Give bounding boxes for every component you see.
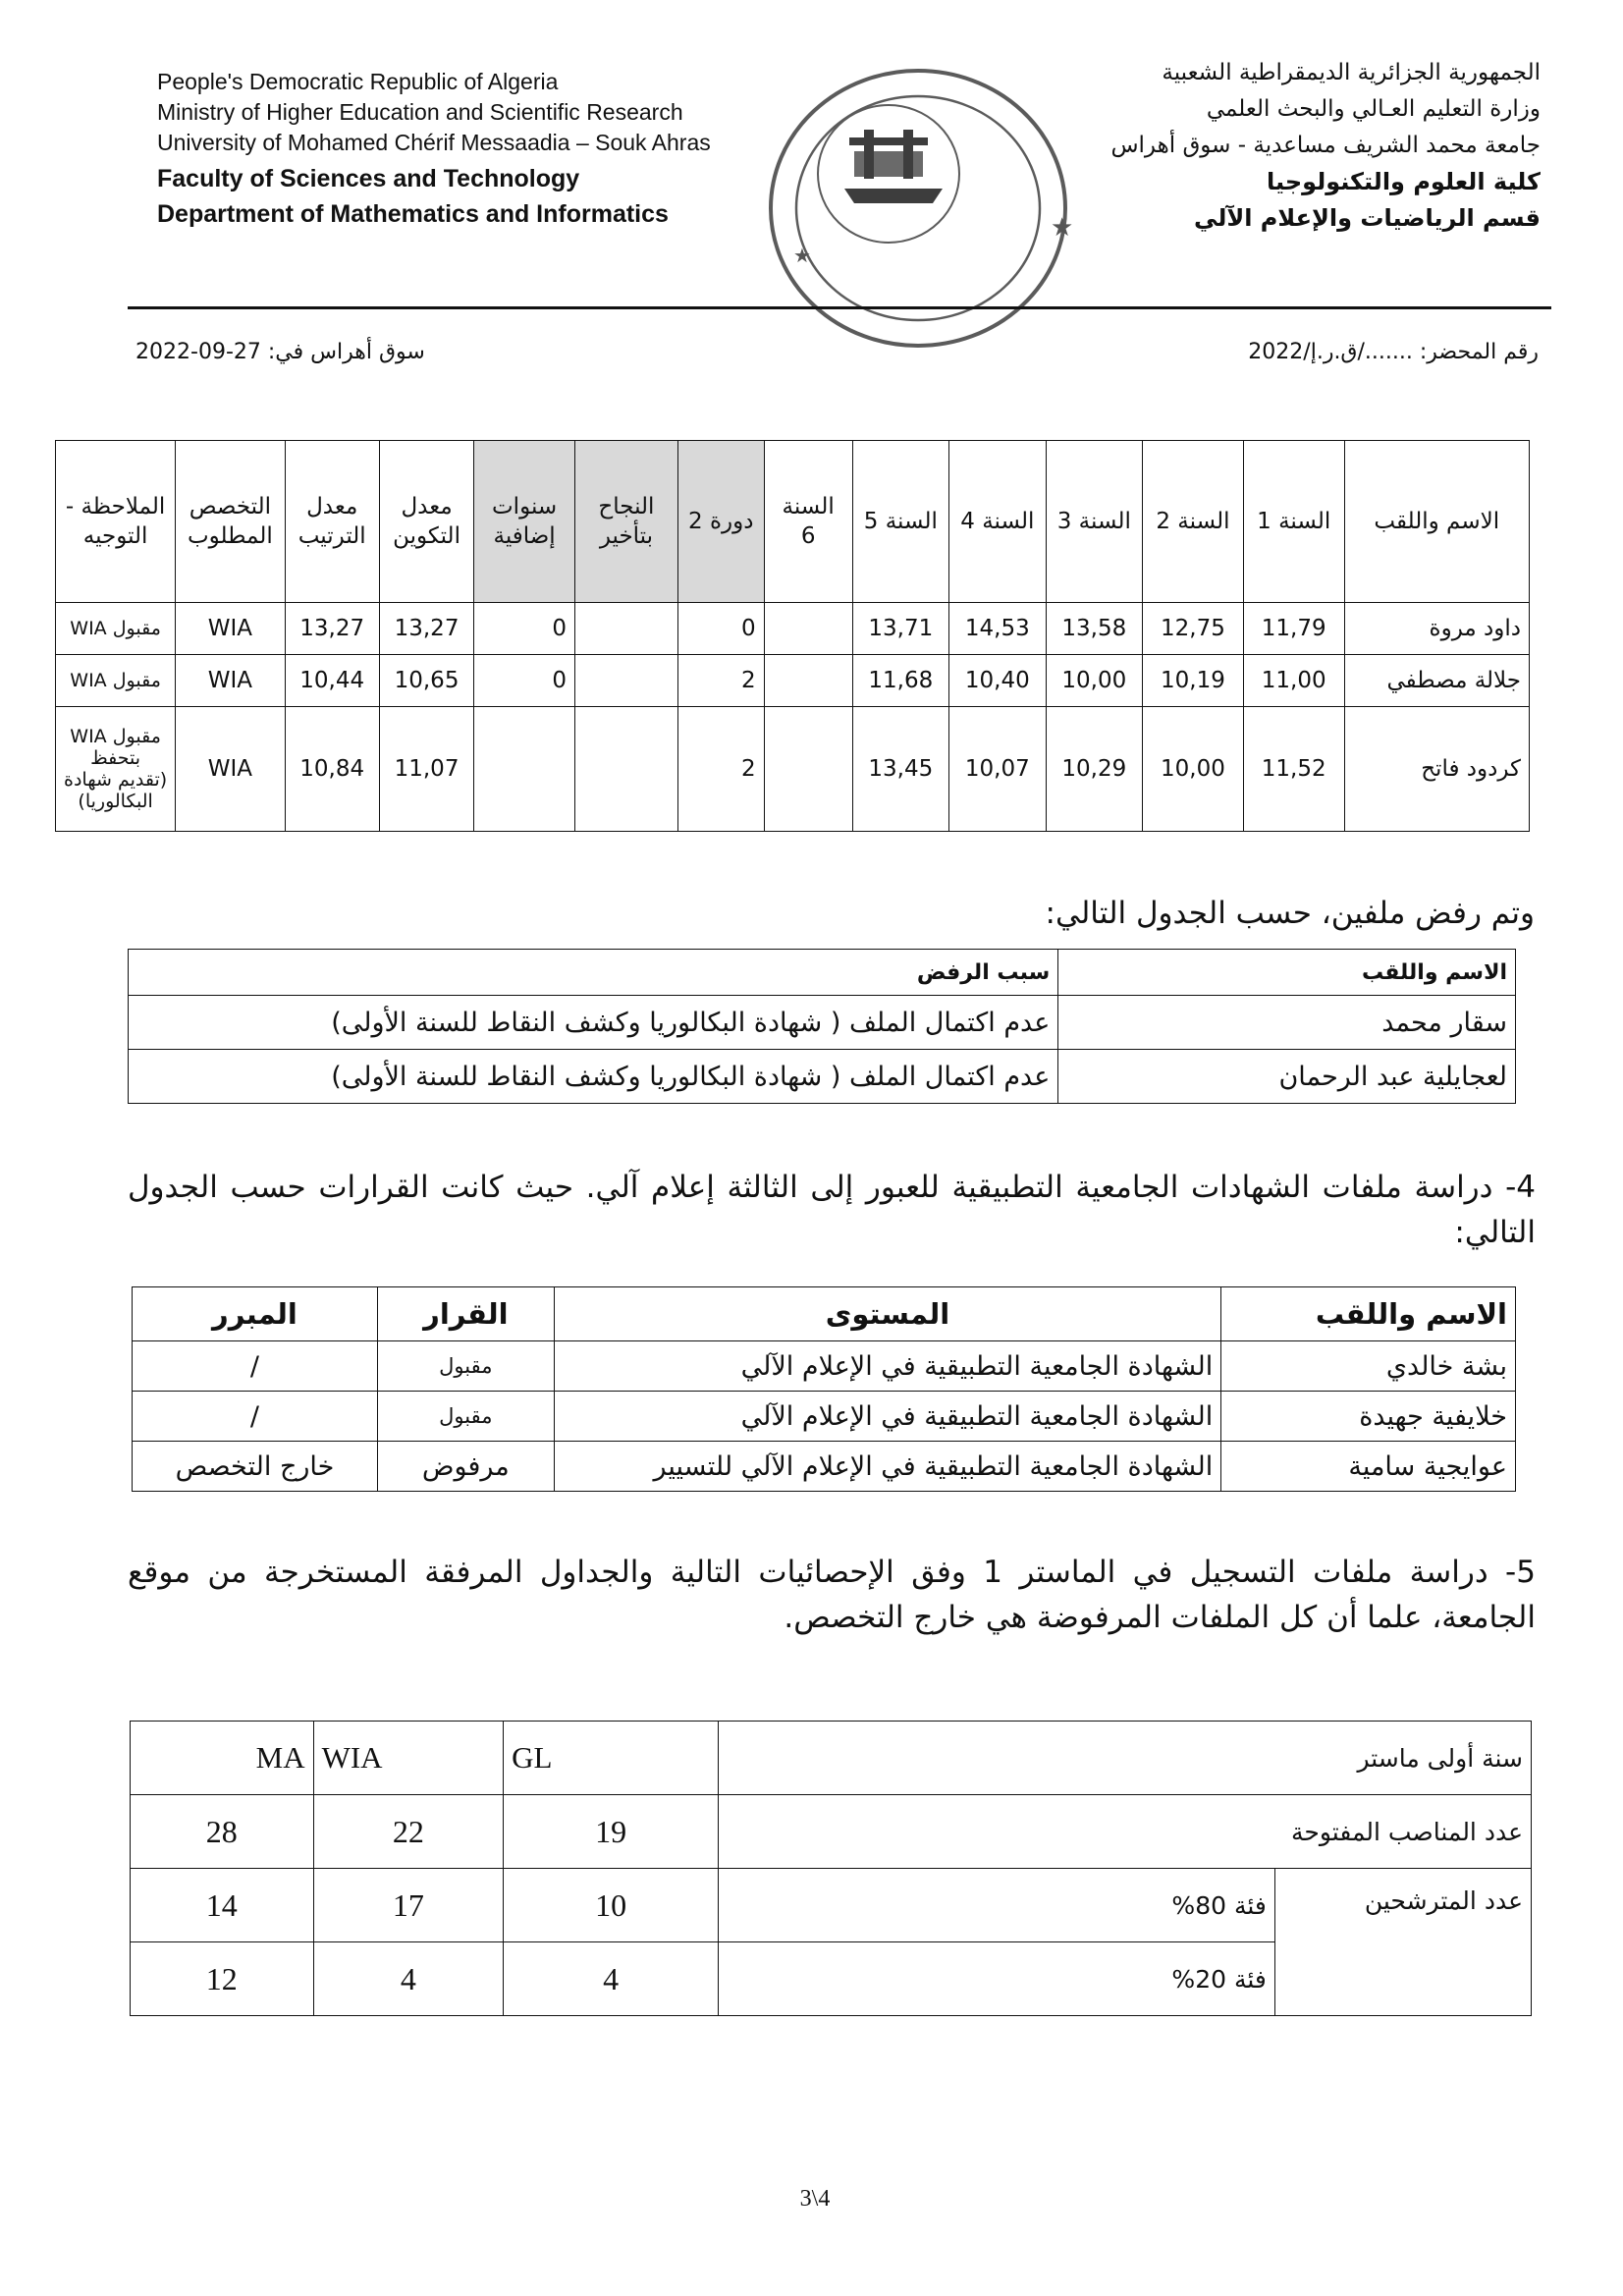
table-header-row <box>56 441 1530 603</box>
column-header: السنة 2 <box>1143 441 1244 603</box>
table-cell: لعجايلية عبد الرحمان <box>1058 1050 1516 1104</box>
column-header: WIA <box>313 1722 504 1795</box>
table-cell: عدد المناصب المفتوحة <box>719 1795 1532 1869</box>
table-cell: 13,27 <box>285 603 379 655</box>
table-cell: 10,07 <box>949 707 1046 832</box>
table-cell: 17 <box>313 1869 504 1942</box>
table-cell: 4 <box>313 1942 504 2016</box>
table-cell <box>764 707 852 832</box>
header-ar-faculty: كلية العلوم والتكنولوجيا <box>1267 168 1541 195</box>
page-number: 3\4 <box>799 2186 831 2212</box>
table-cell: 14 <box>131 1869 314 1942</box>
table-cell: 0 <box>677 603 764 655</box>
table-cell: عدم اكتمال الملف ( شهادة البكالوريا وكشف النقاط للسنة الأولى) <box>129 996 1058 1050</box>
table-cell: سنة أولى ماستر <box>719 1722 1532 1795</box>
table-cell: WIA <box>176 603 285 655</box>
table-cell: WIA <box>176 707 285 832</box>
table-cell: 22 <box>313 1795 504 1869</box>
header-ar-line: جامعة محمد الشريف مساعدية - سوق أهراس <box>1110 133 1541 158</box>
column-header: الاسم واللقب <box>1058 950 1516 996</box>
column-header: سبب الرفض <box>129 950 1058 996</box>
header-en-line: People's Democratic Republic of Algeria <box>157 69 559 94</box>
table-row <box>131 1795 1532 1869</box>
table-cell: 13,58 <box>1046 603 1142 655</box>
table-row <box>131 1869 1532 1942</box>
header-ar-department: قسم الرياضيات والإعلام الآلي <box>1194 204 1541 232</box>
table-cell: الشهادة الجامعية التطبيقية في الإعلام الآلي <box>554 1341 1220 1392</box>
table-cell: 12 <box>131 1942 314 2016</box>
table-cell: / <box>133 1392 378 1442</box>
table-cell: بشة خالدي <box>1221 1341 1516 1392</box>
document-date: سوق أهراس في: 27-09-2022 <box>135 340 425 364</box>
table-row <box>129 1050 1516 1104</box>
column-header: السنة 3 <box>1046 441 1142 603</box>
table-cell: مقبول <box>377 1341 554 1392</box>
rejected-sentence: وتم رفض ملفين، حسب الجدول التالي: <box>1045 896 1535 931</box>
table-cell: 11,07 <box>379 707 473 832</box>
table-cell: 28 <box>131 1795 314 1869</box>
table-cell: مقبول <box>377 1392 554 1442</box>
table-cell: 10,65 <box>379 655 473 707</box>
header-en-faculty: Faculty of Sciences and Technology <box>157 165 580 192</box>
table-header-row <box>133 1287 1516 1341</box>
svg-text:★: ★ <box>793 244 811 267</box>
column-header: السنة 6 <box>764 441 852 603</box>
table-cell: 10,29 <box>1046 707 1142 832</box>
table-cell: 10,00 <box>1046 655 1142 707</box>
table-cell: 10,84 <box>285 707 379 832</box>
table-cell: 0 <box>474 603 575 655</box>
table-cell: 13,71 <box>852 603 948 655</box>
department-stamp <box>756 61 1080 365</box>
table-cell: / <box>133 1341 378 1392</box>
table-cell <box>574 707 677 832</box>
column-header: المستوى <box>554 1287 1220 1341</box>
column-header: GL <box>504 1722 719 1795</box>
header-ar-line: الجمهورية الجزائرية الديمقراطية الشعبية <box>1162 60 1541 85</box>
table-row <box>56 655 1530 707</box>
table-cell: الشهادة الجامعية التطبيقية في الإعلام الآلي للتسيير <box>554 1442 1220 1492</box>
table-cell: الشهادة الجامعية التطبيقية في الإعلام الآلي <box>554 1392 1220 1442</box>
table-header-row <box>129 950 1516 996</box>
column-header: المبرر <box>133 1287 378 1341</box>
column-header: معدل التكوين <box>379 441 473 603</box>
table-row <box>133 1392 1516 1442</box>
table-cell: عدم اكتمال الملف ( شهادة البكالوريا وكشف النقاط للسنة الأولى) <box>129 1050 1058 1104</box>
column-header: الاسم واللقب <box>1221 1287 1516 1341</box>
table-cell: كردود فاتح <box>1344 707 1529 832</box>
header-en-line: University of Mohamed Chérif Messaadia – Souk Ahras <box>157 130 711 155</box>
header-english <box>157 67 746 229</box>
table-cell: 2 <box>677 707 764 832</box>
table-cell: 11,52 <box>1243 707 1344 832</box>
table-cell <box>574 655 677 707</box>
table-row <box>133 1341 1516 1392</box>
header-en-department: Department of Mathematics and Informatics <box>157 200 669 228</box>
table-cell: 10,40 <box>949 655 1046 707</box>
column-header: النجاح بتأخير <box>574 441 677 603</box>
table-cell: 12,75 <box>1143 603 1244 655</box>
column-header: القرار <box>377 1287 554 1341</box>
record-number: رقم المحضر: ......./ق.ر.إ/2022 <box>1248 340 1539 364</box>
table-cell: مقبول WIA بتحفظ (تقديم شهادة البكالوريا) <box>56 707 176 832</box>
table-cell: عدد المترشحين <box>1274 1869 1531 2016</box>
column-header: دورة 2 <box>677 441 764 603</box>
table-cell: عوايجية سامية <box>1221 1442 1516 1492</box>
decisions-table <box>132 1286 1516 1492</box>
table-row <box>131 1722 1532 1795</box>
table-cell: 11,79 <box>1243 603 1344 655</box>
master-stats-table <box>130 1721 1532 2016</box>
column-header: الملاحظة - التوجيه <box>56 441 176 603</box>
table-cell: 13,45 <box>852 707 948 832</box>
table-cell: 2 <box>677 655 764 707</box>
table-cell <box>574 603 677 655</box>
table-row <box>56 603 1530 655</box>
table-cell: داود مروة <box>1344 603 1529 655</box>
table-row <box>133 1442 1516 1492</box>
svg-text:★: ★ <box>1051 213 1074 243</box>
table-cell: 19 <box>504 1795 719 1869</box>
table-cell: 10,44 <box>285 655 379 707</box>
table-cell: 11,68 <box>852 655 948 707</box>
column-header: التخصص المطلوب <box>176 441 285 603</box>
table-cell: جلالة مصطفي <box>1344 655 1529 707</box>
table-cell: فئة 80% <box>719 1869 1275 1942</box>
table-cell: 10,19 <box>1143 655 1244 707</box>
table-cell: سقار محمد <box>1058 996 1516 1050</box>
table-cell: خارج التخصص <box>133 1442 378 1492</box>
table-cell: مرفوض <box>377 1442 554 1492</box>
section-4-paragraph: 4- دراسة ملفات الشهادات الجامعية التطبيقية للعبور إلى الثالثة إعلام آلي. حيث كانت القرارات حسب الجدول التالي: <box>128 1170 1536 1250</box>
table-row <box>56 707 1530 832</box>
table-cell: فئة 20% <box>719 1942 1275 2016</box>
table-cell: 10 <box>504 1869 719 1942</box>
table-cell <box>764 655 852 707</box>
column-header: سنوات إضافية <box>474 441 575 603</box>
header-en-line: Ministry of Higher Education and Scientific Research <box>157 99 683 125</box>
rejected-table <box>128 949 1516 1104</box>
table-cell: خلايفية جهيدة <box>1221 1392 1516 1442</box>
table-cell: 13,27 <box>379 603 473 655</box>
column-header: السنة 4 <box>949 441 1046 603</box>
table-cell: 0 <box>474 655 575 707</box>
table-cell: 11,00 <box>1243 655 1344 707</box>
table-cell: 10,00 <box>1143 707 1244 832</box>
column-header: السنة 5 <box>852 441 948 603</box>
column-header: MA <box>131 1722 314 1795</box>
column-header: السنة 1 <box>1243 441 1344 603</box>
table-cell: مقبول WIA <box>56 603 176 655</box>
section-5-paragraph: 5- دراسة ملفات التسجيل في الماستر 1 وفق الإحصائيات التالية والجداول المرفقة المستخرجة من موقع الجامعة، علما أن كل الملفات المرفوضة هي خارج التخصص. <box>128 1555 1536 1635</box>
table-cell: 4 <box>504 1942 719 2016</box>
header-ar-line: وزارة التعليم العـالي والبحث العلمي <box>1206 96 1541 122</box>
grades-table <box>55 440 1530 832</box>
table-cell <box>764 603 852 655</box>
header-divider <box>128 306 1551 309</box>
table-row <box>129 996 1516 1050</box>
column-header: الاسم واللقب <box>1344 441 1529 603</box>
table-cell: مقبول WIA <box>56 655 176 707</box>
table-cell: 14,53 <box>949 603 1046 655</box>
column-header: معدل الترتيب <box>285 441 379 603</box>
table-cell: WIA <box>176 655 285 707</box>
table-cell <box>474 707 575 832</box>
